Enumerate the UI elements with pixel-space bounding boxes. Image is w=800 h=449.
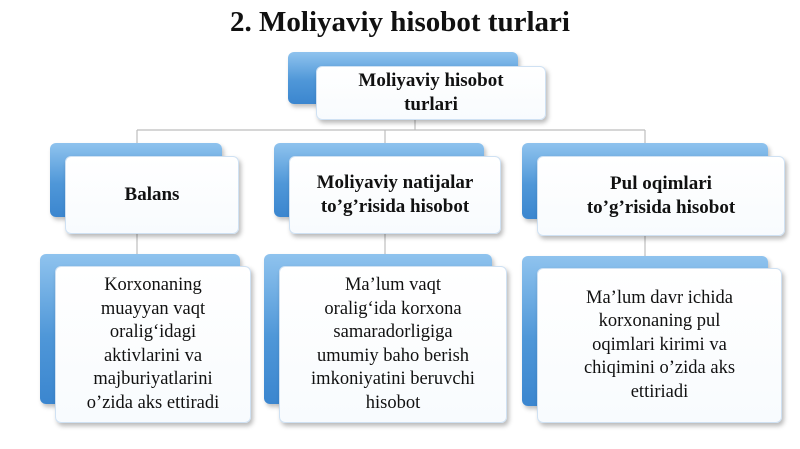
description-text: Ma’lum davr ichida korxonaning pul oqimlari kirimi va chiqimini o’zida aks ettiriadi [583,287,736,402]
description-text: Ma’lum vaqt oralig‘ida korxona samaradorligiga umumiy baho berish imkoniyatini beruvchi hisobot [311,275,475,413]
category-label: Balans [124,184,180,205]
category-label: Pul oqimlari to’g’risida hisobot [586,173,736,218]
category-label: Moliyaviy natijalar to’g’risida hisobot [316,172,474,217]
root-label: Moliyaviy hisobot turlari [358,70,504,115]
description-text: Korxonaning muayyan vaqt oralig‘idagi aktivlarini va majburiyatlarini o’zida aks ettiradi [86,275,220,413]
page-title: 2. Moliyaviy hisobot turlari [230,6,570,38]
